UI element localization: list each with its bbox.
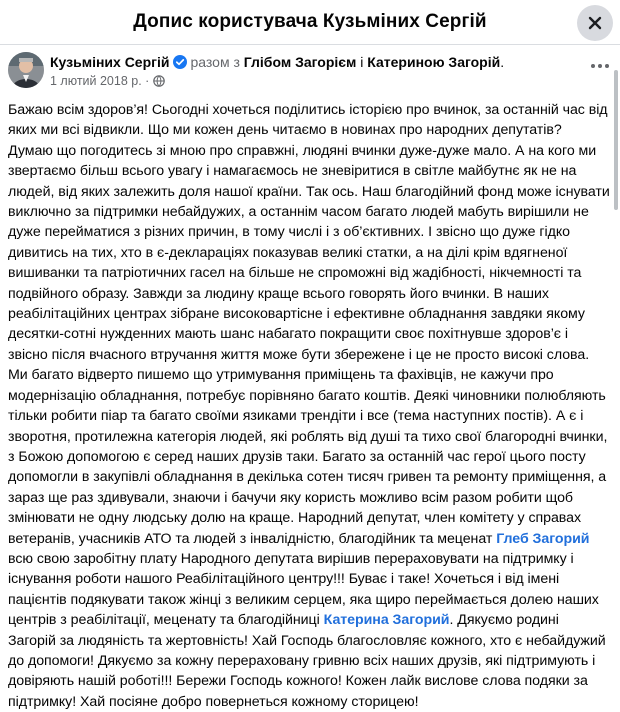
avatar[interactable]	[8, 52, 44, 88]
modal-title: Допис користувача Кузьміних Сергій	[133, 11, 487, 32]
verified-badge-icon	[173, 55, 187, 72]
mention-kateryna-zagoriy[interactable]: Катерина Загорий	[323, 612, 450, 629]
post-meta	[50, 74, 165, 90]
post-body	[8, 100, 610, 712]
post-text-part-1: Бажаю всім здоров’я! Сьогодні хочеться поділитись історією про вчинок, за останній час від яких ми всі відвикли. Що ми кожен день читаємо в новинах про народних депутатів? Думаю що погодитесь зі мною про справжні, людяні вчинки дуже-дуже мало. А на кого ми звертаємо більш всього увагу і намагаємось не зневіритися в світле майбутнє як не на людей, від яких залежить доля нашої країни. Так ось. Наш благодійний фонд може існувати виключно за підтримки небайдужих, а останнім часом багато людей мабуть вирішили не дуже перейматися з різних причин, в тому числі і з об’єктивних. І звісно що дуже гідко дивитись на тих, хто в є-деклараціях показував великі статки, а на ділі крім вдягненої вишиванки та патріотичних гасел на більше не спроможні від жадібності, нікчемності та подвійного образу. Завжди за людину краще всього говорять його вчинки. В наших реабілітаційних центрах зібране високовартісне і ефективне обладнання завдяки якому десятки-сотні нужденних мають шанс набагато покращити своє похітнувше здоров’є і звісно після вчасного втручання життя може бути збережене і це не просто високі слова. Ми багато відверто пишемо що утримування приміщень та фахівців, не кажучи про модернізацію обладнання, потребує порівняно багато коштів. Деякі чиновники полюбляють тільки робити піар та багато своїми язиками трендіти і все (тема наступних постів). А є і зворотня, протилежна категорія людей, які роблять від душі та тихо свої благородні вчинки, з Божою допомогою є серед наших друзів таки. Багато за останній час герої цього посту допомогли в закупівлі обладнання в декілька сотен тисяч гривен та ремонту приміщення, а зараз ще раз здивували, знаючи і бачучи яку користь можливо всім разом робити щоб змінювати не одну людську долю на краще. Народний депутат, член комітету у справах ветеранів, учасників АТО та людей з інвалідністю, благодійник та меценат	[8, 102, 610, 547]
mention-gleb-zagoriy[interactable]: Глеб Загорий	[496, 530, 590, 547]
globe-icon	[153, 75, 165, 90]
post-text-part-2: всю свою заробітну плату Народного депутата вирішив перераховувати на підтримку і існування роботи нашого Реабілітаційного центру!!! Буває і таке! Хочеться і від імені пацієнтів подякувати також жінці з великим серцем, яка щиро переймається долею наших центрів з реабілітації, меценату та благодійниці	[8, 550, 599, 629]
modal-header	[0, 0, 620, 45]
and-text: і	[360, 54, 364, 70]
post-header	[0, 48, 620, 92]
post-text-part-3: . Дякуємо родині Загорій за людяність та жертовність! Хай Господь благословляє кожного, хто є небайдужий до допомоги! Дякуємо за кожну перераховану гривню всіх наших друзів, які підтримують і довіряють нашій роботі!!! Бережи Господь кожного! Кожен лайк вислове слова подяки за підтримку! Хай посіяне добро повернеться кожному сторицею!	[8, 612, 606, 710]
post-date[interactable]: 1 лютий 2018 р.	[50, 74, 142, 88]
close-icon	[587, 15, 603, 31]
post-text	[8, 100, 610, 712]
close-button[interactable]	[577, 5, 613, 41]
author-line	[50, 54, 504, 72]
author-name[interactable]: Кузьміних Сергій	[50, 54, 170, 70]
more-options-icon[interactable]	[586, 56, 614, 76]
with-text: разом з	[190, 54, 240, 70]
meta-separator: ·	[145, 74, 150, 88]
tagged-user-2[interactable]: Катериною Загорій	[367, 54, 501, 70]
scrollbar[interactable]	[614, 70, 618, 210]
tagged-user-1[interactable]: Глібом Загорієм	[243, 54, 357, 70]
period: .	[500, 54, 505, 70]
